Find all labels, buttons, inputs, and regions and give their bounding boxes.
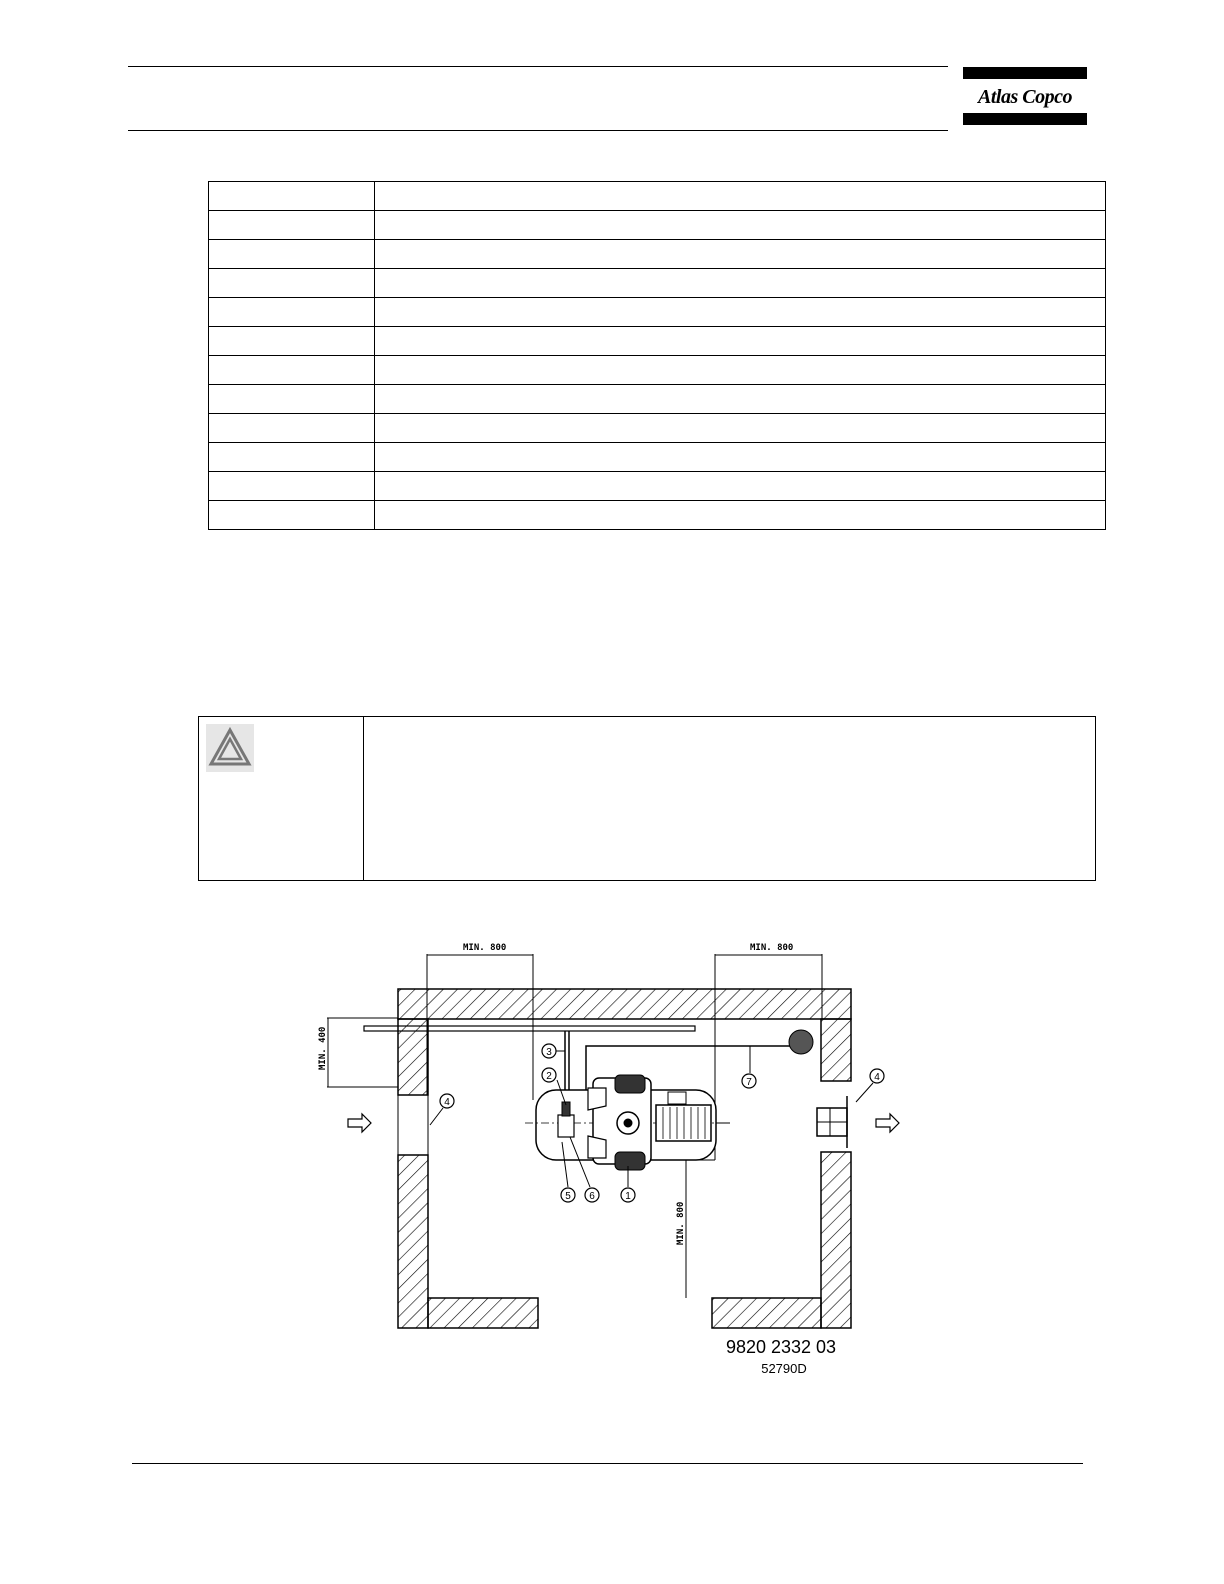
table-cell-label <box>209 443 375 472</box>
table-cell-label <box>209 356 375 385</box>
table-row <box>209 182 1106 211</box>
table-cell-value <box>375 356 1106 385</box>
logo-bar-bottom <box>963 113 1087 125</box>
table-cell-label <box>209 414 375 443</box>
table-cell-label <box>209 269 375 298</box>
callout-1 <box>621 1188 635 1202</box>
table-cell-value <box>375 240 1106 269</box>
callout-number: 2 <box>546 1071 552 1082</box>
table-cell-value <box>375 414 1106 443</box>
callout-2 <box>542 1068 556 1082</box>
table-cell-value <box>375 327 1106 356</box>
outlet-arrow-icon <box>876 1114 899 1132</box>
table-cell-label <box>209 298 375 327</box>
callout-number: 3 <box>546 1047 552 1058</box>
table-row <box>209 356 1106 385</box>
table-cell-value <box>375 501 1106 530</box>
table-cell-value <box>375 385 1106 414</box>
callout-number: 4 <box>444 1097 450 1108</box>
spec-table <box>208 181 1106 530</box>
installation-drawing <box>290 930 930 1390</box>
inlet-arrow-icon <box>348 1114 371 1132</box>
callout-3 <box>542 1044 556 1058</box>
table-row <box>209 327 1106 356</box>
table-row <box>209 269 1106 298</box>
callout-number: 7 <box>746 1077 752 1088</box>
callout-7 <box>742 1074 756 1088</box>
header-rule-bottom <box>128 130 948 131</box>
table-cell-value <box>375 443 1106 472</box>
drawing-number: 52790D <box>761 1361 807 1376</box>
warning-triangle-icon <box>206 724 254 772</box>
table-cell-label <box>209 472 375 501</box>
table-row <box>209 211 1106 240</box>
header-rule-top <box>128 66 948 67</box>
table-row <box>209 240 1106 269</box>
dimension-label-top-left: MIN. 800 <box>463 943 507 953</box>
callout-number: 5 <box>565 1191 571 1202</box>
table-row <box>209 385 1106 414</box>
table-row <box>209 414 1106 443</box>
part-number: 9820 2332 03 <box>725 1337 837 1357</box>
air-inlet-opening <box>398 1095 428 1155</box>
callout-4-inlet <box>440 1094 454 1108</box>
table-cell-value <box>375 472 1106 501</box>
table-row <box>209 501 1106 530</box>
footer-rule <box>132 1463 1083 1464</box>
logo-text: Atlas Copco <box>978 86 1072 108</box>
callout-number: 4 <box>874 1072 880 1083</box>
dimension-label-top-right: MIN. 800 <box>750 943 794 953</box>
atlas-copco-logo <box>963 67 1087 127</box>
table-cell-label <box>209 385 375 414</box>
table-cell-label <box>209 327 375 356</box>
table-cell-value <box>375 298 1106 327</box>
warning-divider <box>363 717 364 880</box>
callout-number: 6 <box>589 1191 595 1202</box>
callout-4-outlet <box>870 1069 884 1083</box>
table-row <box>209 443 1106 472</box>
warning-box <box>198 716 1096 881</box>
table-cell-label <box>209 182 375 211</box>
air-outlet-fan <box>817 1096 847 1148</box>
table-cell-value <box>375 211 1106 240</box>
table-cell-label <box>209 240 375 269</box>
table-cell-value <box>375 182 1106 211</box>
table-row <box>209 472 1106 501</box>
callout-6 <box>585 1188 599 1202</box>
air-receiver-vessel <box>789 1030 813 1054</box>
dimension-label-min-400: MIN. 400 <box>318 1026 328 1070</box>
table-cell-value <box>375 269 1106 298</box>
table-row <box>209 298 1106 327</box>
logo-bar-top <box>963 67 1087 79</box>
table-cell-label <box>209 211 375 240</box>
callout-5 <box>561 1188 575 1202</box>
table-cell-label <box>209 501 375 530</box>
callout-number: 1 <box>625 1191 631 1202</box>
dimension-label-vertical: MIN. 800 <box>676 1201 686 1245</box>
compressor-unit <box>525 1075 730 1170</box>
